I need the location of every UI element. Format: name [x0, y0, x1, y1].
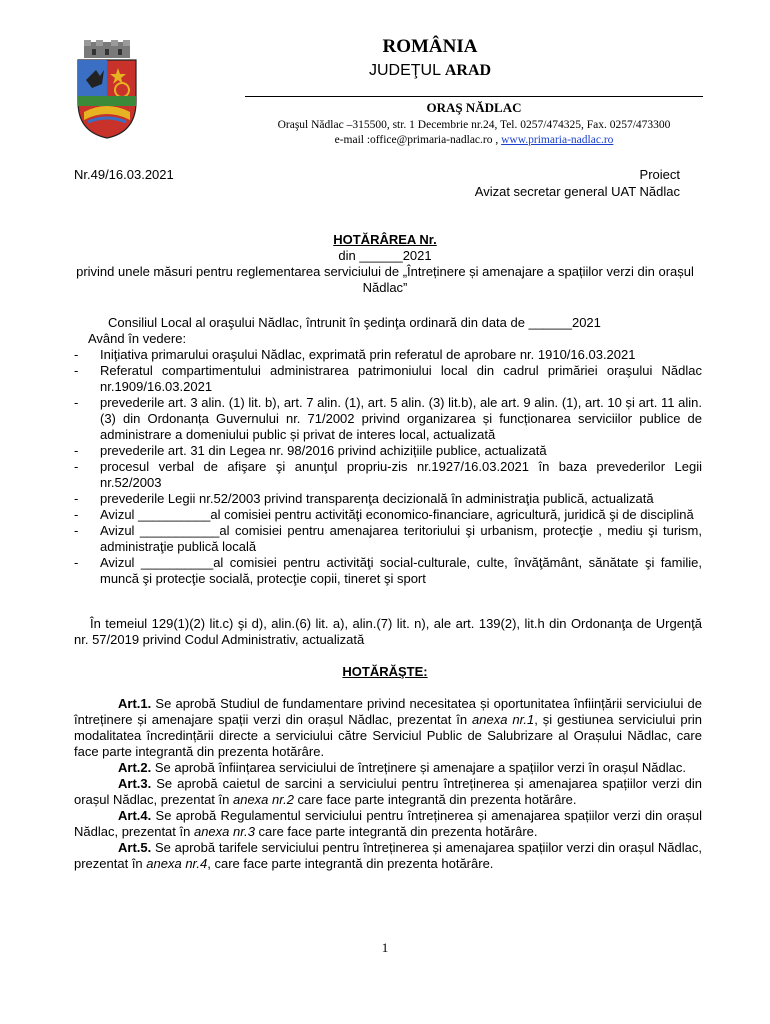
council-statement: Consiliul Local al oraşului Nădlac, întrunit în şedinţa ordinară din data de ______2021: [108, 315, 601, 330]
article-3: Art.3. Se aprobă caietul de sarcini a serviciului pentru întreținerea și amenajarea spațiilor verzi din orașul Nădlac, prezentat în anexa nr.2 care face parte integrantă din prezenta hotărâre.: [74, 776, 702, 807]
contact-line: [245, 134, 703, 146]
header-divider: [245, 96, 703, 97]
list-item: - prevederile Legii nr.52/2003 privind transparenţa decizională în administraţia publică, actualizată: [74, 491, 654, 506]
town-name: ORAŞ NĂDLAC: [426, 100, 522, 115]
annex-reference: anexa nr.2: [232, 792, 294, 807]
coat-of-arms-icon: [74, 40, 140, 140]
annex-reference: anexa nr.4: [146, 856, 208, 871]
endorsement-note: Avizat secretar general UAT Nădlac: [474, 184, 680, 199]
county-prefix: JUDEŢUL: [368, 62, 441, 79]
decides-heading: HOTĂRĂŞTE:: [342, 664, 428, 679]
website-link[interactable]: www.primaria-nadlac.ro: [501, 134, 614, 146]
list-item: - Avizul ___________al comisiei pentru amenajarea teritoriului şi urbanism, protecţie , mediu şi turism, administraţie publică locală: [74, 523, 702, 554]
considerations-list: [62, 347, 702, 587]
annex-reference: anexa nr.1: [472, 712, 535, 727]
email-text: e-mail :office@primaria-nadlac.ro ,: [334, 134, 499, 146]
article-1: Art.1. Se aprobă Studiul de fundamentare privind necesitatea și oportunitatea înființării serviciului de întreținere și amenajare spații verzi din orașul Nădlac, prezentat în anexa nr.1, și gestiunea serviciului prin modalitatea încredințării directe a serviciului către Serviciul Public de Salubrizare al Orașului Nădlac, care face parte integrantă din prezenta hotărâre.: [74, 696, 703, 759]
list-item: - prevederile art. 31 din Legea nr. 98/2016 privind achizițiile publice, actualizată: [74, 443, 547, 458]
considering-heading: Având în vedere:: [88, 331, 187, 346]
article-4: Art.4. Se aprobă Regulamentul serviciului pentru întreținerea și amenajarea spațiilor verzi din orașul Nădlac, prezentat în anexa nr.3 care face parte integrantă din prezenta hotărâre.: [74, 808, 702, 839]
document-status: Proiect: [639, 167, 680, 182]
list-item: - prevederile art. 3 alin. (1) lit. b), art. 7 alin. (1), art. 5 alin. (3) lit.b), ale art. 9 alin. (1), art. 10 și art. 11 alin. (3) din Ordonanța Guvernului nr. 71/2002 privind organizarea și funcționarea serviciilor publice de administrare a domeniului public și privat de interes local, actualizată: [74, 395, 702, 442]
list-item: - procesul verbal de afişare şi anunţul propriu-zis nr.1927/16.03.2021 în baza prevederilor Legii nr.52/2003: [74, 459, 702, 490]
annex-reference: anexa nr.3: [193, 824, 255, 839]
page-number: 1: [381, 940, 389, 955]
decision-subject: privind unele măsuri pentru reglementarea serviciului de „Întreținere și amenajare a spațiilor verzi din orașul Nădlac”: [76, 264, 694, 295]
list-item: - Iniţiativa primarului oraşului Nădlac, exprimată prin referatul de aprobare nr. 1910/16.03.2021: [74, 347, 636, 362]
address-line: Oraşul Nădlac –315500, str. 1 Decembrie nr.24, Tel. 0257/474325, Fax. 0257/473300: [277, 119, 671, 131]
article-5: Art.5. Se aprobă tarifele serviciului pentru întreținerea și amenajarea spațiilor verzi din orașul Nădlac, prezentat în anexa nr.4, care face parte integrantă din prezenta hotărâre.: [74, 840, 702, 871]
legal-basis: În temeiul 129(1)(2) lit.c) şi d), alin.(6) lit. a), alin.(7) lit. n), ale art. 139(2), lit.h din Ordonanţa de Urgenţă nr. 57/2019 privind Codul Administrativ, actualizată: [74, 616, 702, 647]
list-item: - Avizul __________al comisiei pentru activităţi social-culturale, culte, învăţământ, sănătate şi familie, muncă şi protecţie socială, protecţie copii, tineret şi sport: [74, 555, 702, 586]
country-heading: ROMÂNIA: [382, 36, 478, 57]
article-2: Art.2. Se aprobă înființarea serviciului de întreținere și amenajare a spațiilor verzi în orașul Nădlac.: [118, 760, 686, 775]
articles-section: [74, 696, 702, 872]
decision-date: din ______2021: [338, 248, 432, 263]
decision-title: HOTĂRÂREA Nr.: [333, 232, 437, 247]
county-heading: [330, 62, 530, 80]
list-item: - Avizul __________al comisiei pentru activităţi economico-financiare, agricultură, juridică şi de disciplină: [74, 507, 694, 522]
list-item: - Referatul compartimentului administrarea patrimoniului local din cadrul primăriei oraşului Nădlac nr.1909/16.03.2021: [74, 363, 702, 394]
county-name: ARAD: [444, 62, 492, 79]
registration-number: Nr.49/16.03.2021: [74, 167, 174, 182]
